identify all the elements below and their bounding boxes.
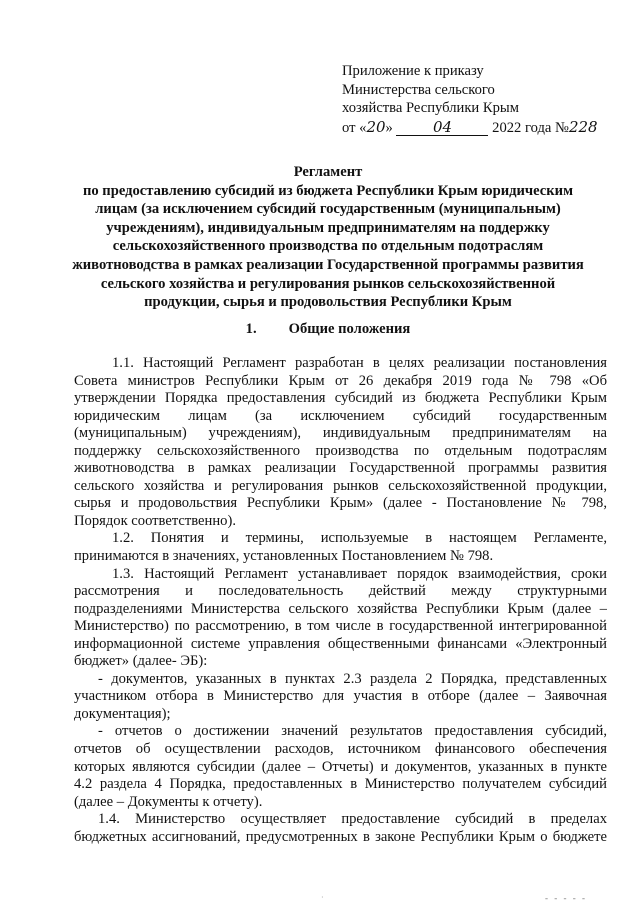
annex-block bbox=[342, 62, 632, 137]
title-heading: Регламент bbox=[293, 164, 363, 180]
body-line: поддержку сельскохозяйственного производства по отдельным подотраслям bbox=[74, 442, 607, 459]
title-line: сельскохозяйственного производства по отдельным подотраслям bbox=[112, 238, 544, 255]
title-line: сельского хозяйства и регулирования рынков сельскохозяйственной bbox=[100, 275, 556, 292]
body-line: участником отбора в Министерство для участия в отборе (далее – Заявочная bbox=[74, 688, 607, 705]
handwritten-month: 04 bbox=[396, 120, 488, 136]
annex-line-1: Приложение к приказу bbox=[342, 63, 484, 79]
body-line: бюджетных ассигнований, предусмотренных в законе Республики Крым о бюджете bbox=[74, 828, 607, 845]
body-line: 1.1. Настоящий Регламент разработан в целях реализации постановления bbox=[112, 355, 607, 371]
section-number: 1. bbox=[245, 321, 257, 337]
body-line: утверждении Порядка предоставления субсидий из бюджета Республики Крым bbox=[74, 390, 607, 407]
title-line: учреждениям), индивидуальным предпринимателям на поддержку bbox=[106, 219, 550, 236]
title-line: продукции, сырья и продовольствия Республики Крым bbox=[144, 294, 512, 311]
body-line: Порядок соответственно). bbox=[74, 512, 236, 529]
body-line: 4.2 раздела 4 Порядка, предоставленных в Министерство получателем субсидий bbox=[74, 776, 607, 793]
title-line: животноводства в рамках реализации Государственной программы развития bbox=[72, 256, 584, 273]
handwritten-day: 20 bbox=[366, 117, 386, 136]
body-line: документация); bbox=[74, 705, 171, 722]
date-prefix: от « bbox=[342, 119, 367, 136]
body-line: рассмотрения и последовательность действий между структурными bbox=[74, 583, 607, 600]
body-line: которых являются субсидии (далее – Отчеты) и документов, указанных в пункте bbox=[74, 758, 607, 775]
body-text bbox=[74, 355, 607, 846]
day-suffix: » bbox=[385, 119, 393, 136]
body-line: животноводства в рамках реализации Государственной программы развития bbox=[74, 460, 607, 477]
body-line: информационной системе управления общественными финансами «Электронный bbox=[74, 635, 607, 652]
body-line: принимаются в значениях, установленных Постановлением № 798. bbox=[74, 548, 494, 565]
body-line: 1.2. Понятия и термины, используемые в настоящем Регламенте, bbox=[112, 530, 607, 547]
title-line: по предоставлению субсидий из бюджета Республики Крым юридическим bbox=[82, 182, 574, 199]
annex-date-line bbox=[342, 118, 632, 138]
footer-mark: - - - - - bbox=[545, 893, 587, 903]
document-title bbox=[60, 163, 596, 312]
body-line: Министерство) по рассмотрению, в том числе в государственной интегрированной bbox=[74, 618, 607, 635]
body-line: (далее – Документы к отчету). bbox=[74, 793, 263, 810]
body-line: - отчетов о достижении значений результатов предоставления субсидий, bbox=[98, 723, 607, 740]
body-line: юридическим лицам (за исключением субсидий государственным bbox=[74, 407, 607, 424]
section-heading bbox=[60, 321, 596, 338]
body-line: (муниципальным) учреждениям), индивидуальным предпринимателям на bbox=[74, 425, 607, 442]
body-line: подразделениями Министерства сельского хозяйства Республики Крым (далее – bbox=[74, 600, 607, 617]
title-line: лицам (за исключением субсидий государственным (муниципальным) bbox=[95, 201, 561, 218]
title-lines bbox=[60, 182, 596, 312]
body-line: Совета министров Республики Крым от 26 декабря 2019 года № 798 «Об bbox=[74, 372, 607, 389]
annex-line-3: хозяйства Республики Крым bbox=[342, 100, 519, 116]
body-line: сельского хозяйства и регулирования рынков сельскохозяйственной продукции, bbox=[74, 477, 607, 494]
body-line: сырья и продовольствия Республики Крым» (далее - Постановление № 798, bbox=[74, 495, 607, 512]
handwritten-number: 228 bbox=[568, 117, 598, 136]
section-title: Общие положения bbox=[288, 321, 411, 337]
body-line: отчетов об осуществлении расходов, источником финансового обеспечения bbox=[74, 741, 607, 758]
body-line: 1.4. Министерство осуществляет предоставление субсидий в пределах bbox=[98, 811, 607, 828]
year-text: 2022 года № bbox=[492, 119, 569, 136]
annex-line-2: Министерства сельского bbox=[342, 81, 495, 98]
body-line: - документов, указанных в пунктах 2.3 раздела 2 Порядка, представленных bbox=[98, 670, 607, 687]
footer-dot: · bbox=[321, 893, 324, 902]
body-line: бюджет» (далее- ЭБ): bbox=[74, 653, 208, 670]
body-line: 1.3. Настоящий Регламент устанавливает порядок взаимодействия, сроки bbox=[112, 565, 607, 582]
